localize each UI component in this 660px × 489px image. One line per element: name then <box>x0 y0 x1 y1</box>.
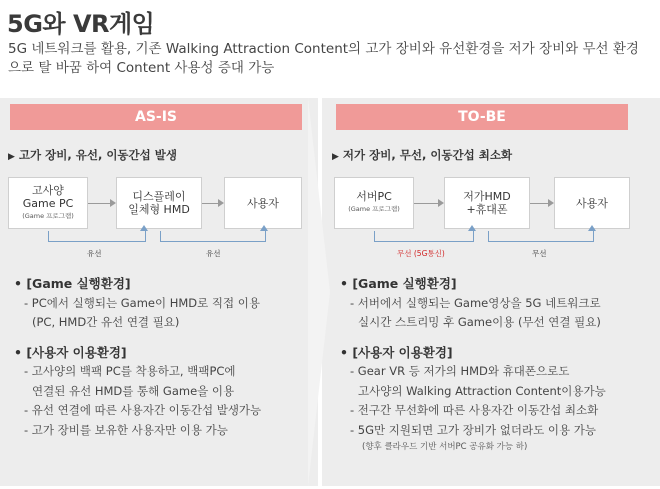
tobe-user-line1: - Gear VR 등 저가의 HMD와 휴대폰으로도 <box>350 364 570 378</box>
triangle-right-icon: ▶ <box>8 152 15 162</box>
asis-user-line2: 연결된 유선 HMD를 통해 Game을 이용 <box>32 383 235 398</box>
tobe-box1-small: (Game 프로그램) <box>348 205 400 213</box>
asis-box1-line1: 고사양 <box>32 183 64 197</box>
page-title: 5G와 VR게임 <box>7 10 155 38</box>
tobe-box2-line2: +휴대폰 <box>466 203 508 216</box>
tobe-server-pc-box <box>334 177 414 229</box>
tobe-user-line2: 고사양의 Walking Attraction Content이용가능 <box>358 383 606 398</box>
tobe-game-line1: - 서버에서 실행되는 Game영상을 5G 네트워크로 <box>350 295 601 310</box>
asis-conn1-label: 유선 <box>87 249 102 258</box>
tobe-box3-label: 사용자 <box>576 196 608 210</box>
tobe-wireless-connector-2 <box>488 231 594 242</box>
asis-user-heading: • [사용자 이용환경] <box>14 344 127 360</box>
arrow-up-icon <box>140 225 148 231</box>
tobe-conn1-label: 무선 (5G통신) <box>397 249 445 258</box>
tobe-arrow-1 <box>414 203 438 204</box>
tobe-description <box>340 274 656 454</box>
tobe-user-line4: - 5G만 지원되면 고가 장비가 없더라도 이용 가능 <box>350 422 596 437</box>
asis-box2-line2: 일체형 HMD <box>128 203 190 216</box>
asis-game-line2: (PC, HMD간 유선 연결 필요) <box>32 315 180 329</box>
tobe-box2-line1: 저가HMD <box>463 190 511 203</box>
asis-wired-connector-1 <box>48 231 146 242</box>
tobe-user-line3: - 전구간 무선화에 따른 사용자간 이동간섭 최소화 <box>350 403 599 417</box>
asis-user-line4: - 고가 장비를 보유한 사용자만 이용 가능 <box>24 422 228 437</box>
tobe-box1-line1: 서버PC <box>356 190 392 203</box>
asis-game-line1: - PC에서 실행되는 Game이 HMD로 직접 이용 <box>24 295 261 310</box>
asis-conn2-label: 유선 <box>206 249 221 258</box>
asis-section-label: 고가 장비, 유선, 이동간섭 발생 <box>18 148 177 162</box>
tobe-section-label: 저가 장비, 무선, 이동간섭 최소화 <box>342 148 513 162</box>
tobe-section-title <box>332 147 512 163</box>
tobe-user-note: (향후 클라우드 기반 서버PC 공유화 가능 하) <box>362 442 528 452</box>
asis-arrow-1 <box>88 203 110 204</box>
tobe-game-line2: 실시간 스트리밍 후 Game이용 (무선 연결 필요) <box>358 315 601 329</box>
arrow-up-icon <box>468 225 476 231</box>
asis-wired-connector-2 <box>160 231 266 242</box>
asis-header: AS-IS <box>10 104 302 130</box>
asis-box3-label: 사용자 <box>247 196 279 210</box>
tobe-conn2-label: 무선 <box>532 249 547 258</box>
triangle-right-icon: ▶ <box>332 152 339 162</box>
asis-box1-small: (Game 프로그램) <box>22 211 74 220</box>
asis-section-title <box>8 147 177 163</box>
asis-description <box>14 274 314 440</box>
asis-user-line3: - 유선 연결에 따른 사용자간 이동간섭 발생가능 <box>24 403 262 417</box>
asis-box2-line1: 디스플레이 <box>132 190 186 203</box>
tobe-game-heading: • [Game 실행환경] <box>340 276 457 291</box>
arrow-up-icon <box>588 225 596 231</box>
tobe-wireless-connector-1 <box>374 231 474 242</box>
asis-box1-line2: Game PC <box>22 196 74 210</box>
asis-hmd-box <box>116 177 202 229</box>
tobe-user-heading: • [사용자 이용환경] <box>340 344 453 360</box>
tobe-user-box <box>554 177 630 229</box>
asis-game-pc-box <box>8 177 88 229</box>
tobe-header: TO-BE <box>336 104 628 130</box>
arrow-up-icon <box>260 225 268 231</box>
asis-game-heading: • [Game 실행환경] <box>14 276 131 291</box>
asis-user-line1: - 고사양의 백팩 PC를 착용하고, 백팩PC에 <box>24 364 236 378</box>
page-subtitle: 5G 네트워크를 활용, 기존 Walking Attraction Content의 고가 장비와 유선환경을 저가 장비와 무선 환경으로 탈 바꿈 하여 Content 사용성 증대 가능 <box>8 41 639 76</box>
tobe-arrow-2 <box>530 203 548 204</box>
tobe-hmd-box <box>444 177 530 229</box>
asis-user-box <box>224 177 302 229</box>
asis-arrow-2 <box>202 203 218 204</box>
